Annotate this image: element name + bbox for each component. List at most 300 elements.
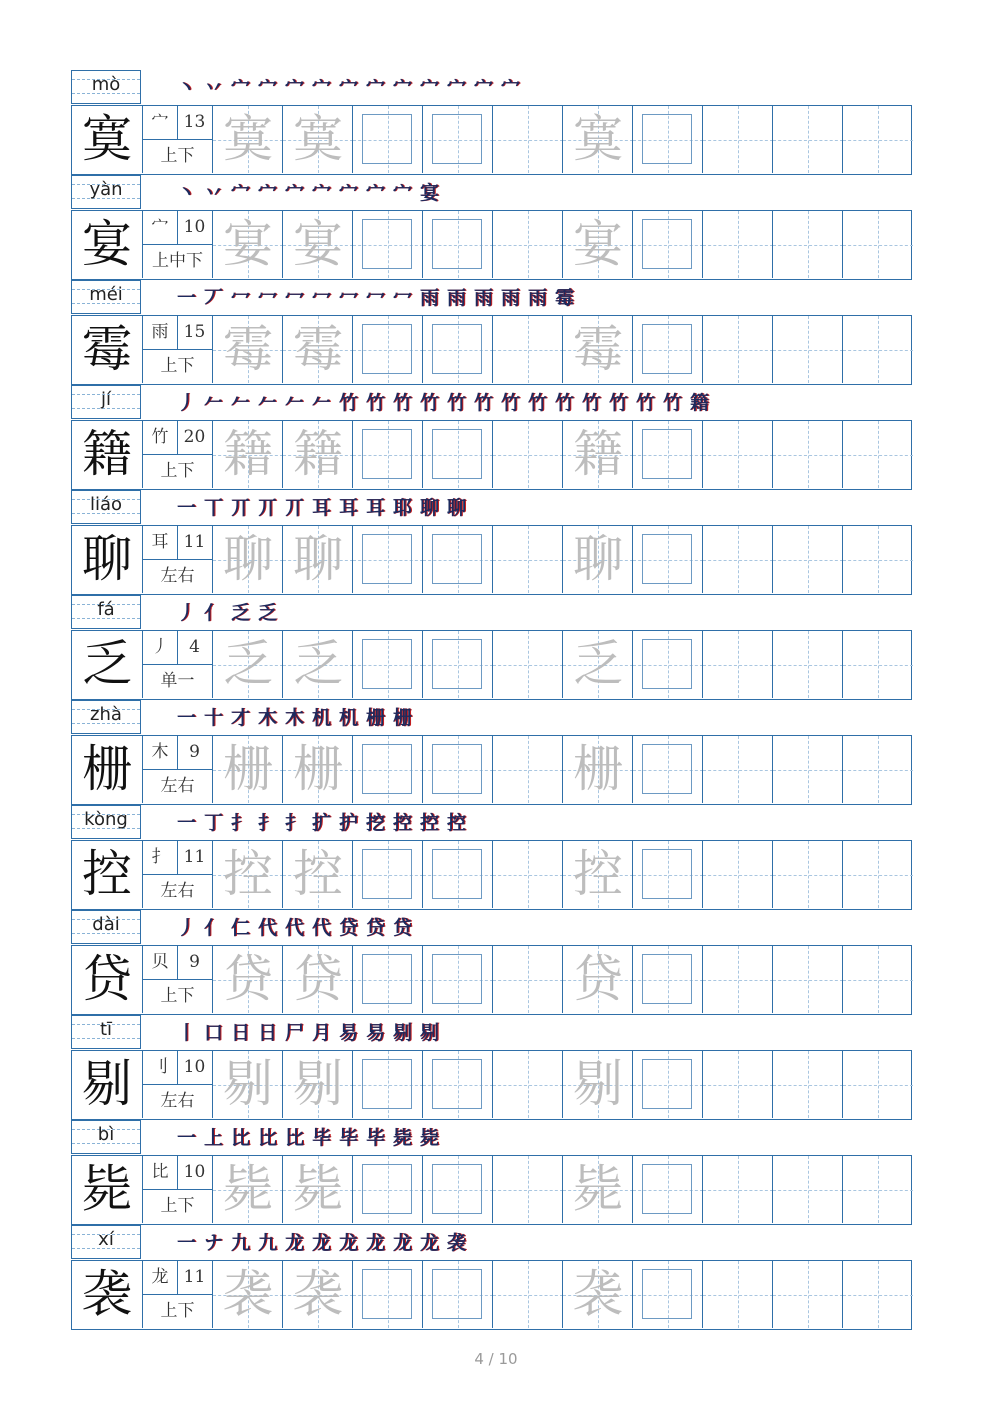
practice-square[interactable] (642, 219, 692, 269)
pinyin-box (71, 700, 141, 734)
practice-square[interactable] (642, 114, 692, 164)
practice-square[interactable] (362, 219, 412, 269)
grid-cell[interactable] (352, 106, 423, 173)
stroke-step: 一 (176, 1127, 196, 1149)
character-info (143, 211, 212, 278)
practice-square[interactable] (362, 849, 412, 899)
grid-cell[interactable] (212, 841, 283, 908)
pinyin-row (71, 175, 912, 209)
structure-label: 左右 (160, 881, 195, 901)
grid-cell[interactable] (842, 1261, 913, 1328)
grid-cell (72, 316, 142, 383)
trace-character: 毙 (223, 1160, 273, 1218)
grid-cell[interactable] (842, 841, 913, 908)
stroke-step: 比 (230, 1127, 250, 1149)
practice-square[interactable] (432, 324, 482, 374)
trace-character: 寞 (223, 110, 273, 168)
trace-character: 袭 (223, 1265, 273, 1323)
practice-square[interactable] (362, 639, 412, 689)
model-character: 贷 (82, 950, 132, 1008)
model-character: 寞 (82, 110, 132, 168)
practice-square[interactable] (362, 954, 412, 1004)
trace-character: 霉 (223, 320, 273, 378)
radical-label: 贝 (143, 946, 178, 980)
grid-cell[interactable] (422, 1051, 493, 1118)
guide-line (843, 560, 913, 561)
stroke-step: 袭 (446, 1232, 466, 1254)
grid-cell[interactable] (492, 841, 563, 908)
practice-square[interactable] (432, 849, 482, 899)
guide-line (493, 350, 563, 351)
grid-cell[interactable] (492, 316, 563, 383)
practice-square[interactable] (432, 639, 482, 689)
grid-cell[interactable] (562, 1156, 633, 1223)
trace-character: 乏 (573, 635, 623, 693)
grid-cell[interactable] (772, 421, 843, 488)
grid-cell[interactable] (632, 106, 703, 173)
character-info (143, 841, 212, 908)
grid-cell[interactable] (282, 736, 353, 803)
structure-label: 上下 (160, 356, 195, 376)
grid-cell[interactable] (352, 316, 423, 383)
grid-cell[interactable] (492, 1261, 563, 1328)
character-info (143, 106, 212, 173)
stroke-step: 丨 (176, 1022, 196, 1044)
grid-cell[interactable] (702, 316, 773, 383)
grid-cell[interactable] (562, 946, 633, 1013)
practice-square[interactable] (642, 534, 692, 584)
stroke-count: 10 (177, 1156, 212, 1190)
grid-cell[interactable] (702, 1051, 773, 1118)
guide-line (703, 980, 773, 981)
pinyin-row (71, 280, 912, 314)
radical-label: 木 (143, 736, 178, 770)
grid-cell[interactable] (562, 1051, 633, 1118)
grid-cell[interactable] (212, 526, 283, 593)
grid-cell[interactable] (632, 1051, 703, 1118)
grid-cell[interactable] (422, 526, 493, 593)
stroke-step: 耳 (338, 497, 358, 519)
grid-cell[interactable] (212, 736, 283, 803)
grid-cell[interactable] (212, 1156, 283, 1223)
guide-line (843, 350, 913, 351)
grid-cell[interactable] (352, 421, 423, 488)
practice-square[interactable] (642, 744, 692, 794)
stroke-step: 竹 (581, 392, 601, 414)
grid-cell[interactable] (422, 106, 493, 173)
grid-cell[interactable] (212, 631, 283, 698)
practice-square[interactable] (432, 744, 482, 794)
structure-label: 上下 (160, 1301, 195, 1321)
writing-grid (71, 840, 912, 910)
grid-cell[interactable] (632, 631, 703, 698)
grid-cell[interactable] (842, 421, 913, 488)
grid-cell[interactable] (562, 421, 633, 488)
character-entry (71, 175, 912, 280)
practice-square[interactable] (642, 1164, 692, 1214)
stroke-step: 竹 (635, 392, 655, 414)
stroke-step: 控 (419, 812, 439, 834)
grid-cell[interactable] (632, 211, 703, 278)
trace-character: 控 (223, 845, 273, 903)
structure-label: 左右 (160, 1091, 195, 1111)
guide-line (493, 665, 563, 666)
grid-cell[interactable] (562, 841, 633, 908)
practice-square[interactable] (642, 1059, 692, 1109)
grid-cell[interactable] (772, 1261, 843, 1328)
grid-cell[interactable] (492, 736, 563, 803)
grid-cell[interactable] (562, 736, 633, 803)
grid-cell[interactable] (772, 946, 843, 1013)
stroke-step: 竹 (338, 392, 358, 414)
stroke-step: 十 (203, 707, 223, 729)
stroke-step: 丆 (203, 287, 223, 309)
radical-label: 龙 (143, 1261, 178, 1295)
grid-cell[interactable] (842, 946, 913, 1013)
pinyin-row (71, 490, 912, 524)
grid-cell[interactable] (352, 631, 423, 698)
practice-square[interactable] (362, 534, 412, 584)
practice-square[interactable] (432, 114, 482, 164)
trace-character: 控 (293, 845, 343, 903)
grid-cell[interactable] (702, 946, 773, 1013)
trace-character: 栅 (223, 740, 273, 798)
stroke-step: 冖 (257, 287, 277, 309)
model-character: 毙 (82, 1160, 132, 1218)
radical-label: 比 (143, 1156, 178, 1190)
grid-cell[interactable] (282, 841, 353, 908)
grid-cell[interactable] (772, 1051, 843, 1118)
pinyin-box (71, 490, 141, 524)
guide-line (773, 140, 843, 141)
grid-cell[interactable] (702, 841, 773, 908)
grid-cell (142, 421, 213, 488)
grid-cell[interactable] (422, 736, 493, 803)
character-info (143, 946, 212, 1013)
grid-cell[interactable] (422, 1156, 493, 1223)
model-character: 袭 (82, 1265, 132, 1323)
stroke-step: 竹 (554, 392, 574, 414)
trace-character: 剔 (293, 1055, 343, 1113)
practice-square[interactable] (362, 1269, 412, 1319)
stroke-step: 木 (284, 707, 304, 729)
trace-character: 聊 (573, 530, 623, 588)
grid-cell[interactable] (352, 736, 423, 803)
guide-line (773, 770, 843, 771)
trace-character: 栅 (293, 740, 343, 798)
character-entry (71, 280, 912, 385)
guide-line (493, 1190, 563, 1191)
stroke-step: 丷 (203, 182, 223, 204)
trace-character: 控 (573, 845, 623, 903)
grid-cell[interactable] (492, 1051, 563, 1118)
practice-square[interactable] (642, 639, 692, 689)
stroke-step: 易 (338, 1022, 358, 1044)
pinyin-row (71, 1225, 912, 1259)
stroke-step: 宀 (284, 182, 304, 204)
grid-cell[interactable] (492, 106, 563, 173)
stroke-step: 丿 (176, 917, 196, 939)
pinyin-text: liáo (89, 494, 123, 515)
grid-cell[interactable] (212, 106, 283, 173)
grid-cell[interactable] (352, 1261, 423, 1328)
grid-cell[interactable] (702, 526, 773, 593)
model-character: 乏 (82, 635, 132, 693)
practice-square[interactable] (432, 954, 482, 1004)
practice-square[interactable] (642, 429, 692, 479)
practice-square[interactable] (432, 1059, 482, 1109)
pinyin-box (71, 1225, 141, 1259)
guide-line (843, 245, 913, 246)
grid-cell[interactable] (352, 841, 423, 908)
grid-cell[interactable] (702, 736, 773, 803)
stroke-step: 𠂉 (311, 392, 331, 414)
stroke-step: 丌 (284, 497, 304, 519)
stroke-order-sequence (173, 1019, 443, 1047)
stroke-step: 一 (176, 1232, 196, 1254)
guide-line (843, 140, 913, 141)
guide-line (493, 140, 563, 141)
practice-square[interactable] (432, 429, 482, 479)
pinyin-text: xí (98, 1229, 114, 1250)
page-indicator: 4 / 10 (474, 1350, 518, 1368)
grid-cell[interactable] (702, 106, 773, 173)
grid-cell[interactable] (772, 841, 843, 908)
stroke-step: 雨 (527, 287, 547, 309)
character-info (143, 526, 212, 593)
grid-cell (72, 1051, 142, 1118)
practice-square[interactable] (362, 744, 412, 794)
practice-square[interactable] (642, 324, 692, 374)
stroke-step: 竹 (473, 392, 493, 414)
pinyin-box (71, 280, 141, 314)
grid-cell[interactable] (492, 946, 563, 1013)
grid-cell[interactable] (422, 316, 493, 383)
stroke-step: 机 (338, 707, 358, 729)
grid-cell[interactable] (632, 316, 703, 383)
grid-cell[interactable] (212, 1261, 283, 1328)
stroke-step: 𠂉 (257, 392, 277, 414)
stroke-order-sequence (173, 809, 470, 837)
stroke-count: 11 (177, 841, 212, 875)
stroke-step: 木 (257, 707, 277, 729)
stroke-step: 𠂉 (284, 392, 304, 414)
grid-cell[interactable] (352, 211, 423, 278)
stroke-step: 仁 (230, 917, 250, 939)
grid-cell[interactable] (282, 1156, 353, 1223)
grid-cell[interactable] (842, 1156, 913, 1223)
grid-cell[interactable] (492, 421, 563, 488)
guide-line (703, 140, 773, 141)
practice-square[interactable] (432, 534, 482, 584)
grid-cell[interactable] (632, 946, 703, 1013)
grid-cell[interactable] (772, 631, 843, 698)
pinyin-text: mò (91, 74, 121, 95)
grid-cell[interactable] (282, 106, 353, 173)
practice-square[interactable] (362, 429, 412, 479)
grid-cell[interactable] (492, 631, 563, 698)
grid-cell[interactable] (352, 1156, 423, 1223)
grid-cell (72, 1261, 142, 1328)
guide-line (493, 770, 563, 771)
grid-cell[interactable] (492, 211, 563, 278)
grid-cell[interactable] (562, 106, 633, 173)
grid-cell[interactable] (352, 1051, 423, 1118)
stroke-step: 宀 (230, 77, 250, 99)
grid-cell[interactable] (632, 421, 703, 488)
grid-cell[interactable] (632, 736, 703, 803)
model-character: 聊 (82, 530, 132, 588)
grid-cell[interactable] (702, 421, 773, 488)
stroke-step: 竹 (527, 392, 547, 414)
stroke-order-sequence (173, 599, 281, 627)
stroke-step: 丌 (257, 497, 277, 519)
grid-cell[interactable] (842, 736, 913, 803)
grid-cell[interactable] (632, 1156, 703, 1223)
grid-cell[interactable] (772, 526, 843, 593)
grid-cell[interactable] (212, 1051, 283, 1118)
guide-line (773, 245, 843, 246)
grid-cell[interactable] (282, 631, 353, 698)
trace-character: 宴 (223, 215, 273, 273)
grid-cell[interactable] (702, 211, 773, 278)
grid-cell[interactable] (842, 1051, 913, 1118)
grid-cell[interactable] (282, 946, 353, 1013)
trace-character: 寞 (293, 110, 343, 168)
grid-cell[interactable] (282, 211, 353, 278)
grid-cell (72, 421, 142, 488)
grid-cell[interactable] (562, 526, 633, 593)
grid-cell[interactable] (352, 526, 423, 593)
grid-cell[interactable] (772, 1156, 843, 1223)
grid-cell[interactable] (282, 421, 353, 488)
stroke-step: 毙 (419, 1127, 439, 1149)
grid-cell[interactable] (632, 1261, 703, 1328)
stroke-step: 扩 (311, 812, 331, 834)
grid-cell[interactable] (282, 316, 353, 383)
character-info (143, 631, 212, 698)
character-entry (71, 1120, 912, 1225)
guide-line (843, 665, 913, 666)
stroke-step: 雨 (473, 287, 493, 309)
guide-line (493, 1295, 563, 1296)
writing-grid (71, 1155, 912, 1225)
grid-cell[interactable] (422, 631, 493, 698)
pinyin-row (71, 70, 912, 104)
stroke-step: 竹 (608, 392, 628, 414)
grid-cell (142, 1051, 213, 1118)
practice-square[interactable] (362, 1164, 412, 1214)
grid-cell[interactable] (702, 1156, 773, 1223)
grid-cell[interactable] (772, 736, 843, 803)
guide-line (843, 770, 913, 771)
character-info (143, 421, 212, 488)
stroke-order-sequence (173, 1229, 470, 1257)
grid-cell[interactable] (772, 316, 843, 383)
stroke-step: 雨 (500, 287, 520, 309)
grid-cell[interactable] (772, 106, 843, 173)
practice-square[interactable] (362, 324, 412, 374)
practice-square[interactable] (362, 1059, 412, 1109)
grid-cell[interactable] (702, 1261, 773, 1328)
pinyin-row (71, 595, 912, 629)
stroke-step: 一 (176, 707, 196, 729)
pinyin-box (71, 910, 141, 944)
pinyin-box (71, 595, 141, 629)
grid-cell[interactable] (212, 946, 283, 1013)
grid-cell[interactable] (772, 211, 843, 278)
grid-cell[interactable] (842, 316, 913, 383)
practice-square[interactable] (432, 1269, 482, 1319)
practice-square[interactable] (642, 849, 692, 899)
stroke-step: 龙 (284, 1232, 304, 1254)
grid-cell[interactable] (702, 631, 773, 698)
stroke-step: 剔 (419, 1022, 439, 1044)
practice-square[interactable] (642, 1269, 692, 1319)
grid-cell (142, 526, 213, 593)
pinyin-row (71, 910, 912, 944)
writing-grid (71, 210, 912, 280)
stroke-count: 9 (177, 736, 212, 770)
writing-grid (71, 1260, 912, 1330)
grid-cell[interactable] (562, 1261, 633, 1328)
stroke-step: 月 (311, 1022, 331, 1044)
stroke-order-sequence (173, 74, 524, 102)
grid-cell[interactable] (632, 526, 703, 593)
trace-character: 剔 (573, 1055, 623, 1113)
trace-character: 乏 (223, 635, 273, 693)
grid-cell[interactable] (562, 631, 633, 698)
grid-cell[interactable] (352, 946, 423, 1013)
grid-cell[interactable] (562, 316, 633, 383)
grid-cell[interactable] (632, 841, 703, 908)
grid-cell[interactable] (282, 526, 353, 593)
character-info (143, 736, 212, 803)
writing-grid (71, 945, 912, 1015)
guide-line (493, 560, 563, 561)
practice-square[interactable] (642, 954, 692, 1004)
grid-cell[interactable] (842, 526, 913, 593)
grid-cell[interactable] (422, 1261, 493, 1328)
grid-cell[interactable] (842, 211, 913, 278)
grid-cell[interactable] (492, 1156, 563, 1223)
stroke-order-sequence (173, 389, 713, 417)
grid-cell[interactable] (422, 946, 493, 1013)
stroke-step: 龙 (311, 1232, 331, 1254)
grid-cell[interactable] (212, 421, 283, 488)
grid-cell[interactable] (422, 211, 493, 278)
grid-cell[interactable] (282, 1261, 353, 1328)
structure-label: 上下 (160, 986, 195, 1006)
stroke-step: 九 (230, 1232, 250, 1254)
grid-cell[interactable] (212, 316, 283, 383)
grid-cell[interactable] (422, 421, 493, 488)
guide-line (773, 350, 843, 351)
grid-cell[interactable] (842, 631, 913, 698)
grid-cell[interactable] (422, 841, 493, 908)
grid-cell[interactable] (282, 1051, 353, 1118)
practice-square[interactable] (432, 219, 482, 269)
character-entry (71, 1015, 912, 1120)
practice-square[interactable] (362, 114, 412, 164)
structure-label: 上下 (160, 1196, 195, 1216)
grid-cell[interactable] (492, 526, 563, 593)
practice-square[interactable] (432, 1164, 482, 1214)
stroke-step: 亻 (203, 602, 223, 624)
grid-cell[interactable] (212, 211, 283, 278)
grid-cell[interactable] (562, 211, 633, 278)
grid-cell[interactable] (842, 106, 913, 173)
